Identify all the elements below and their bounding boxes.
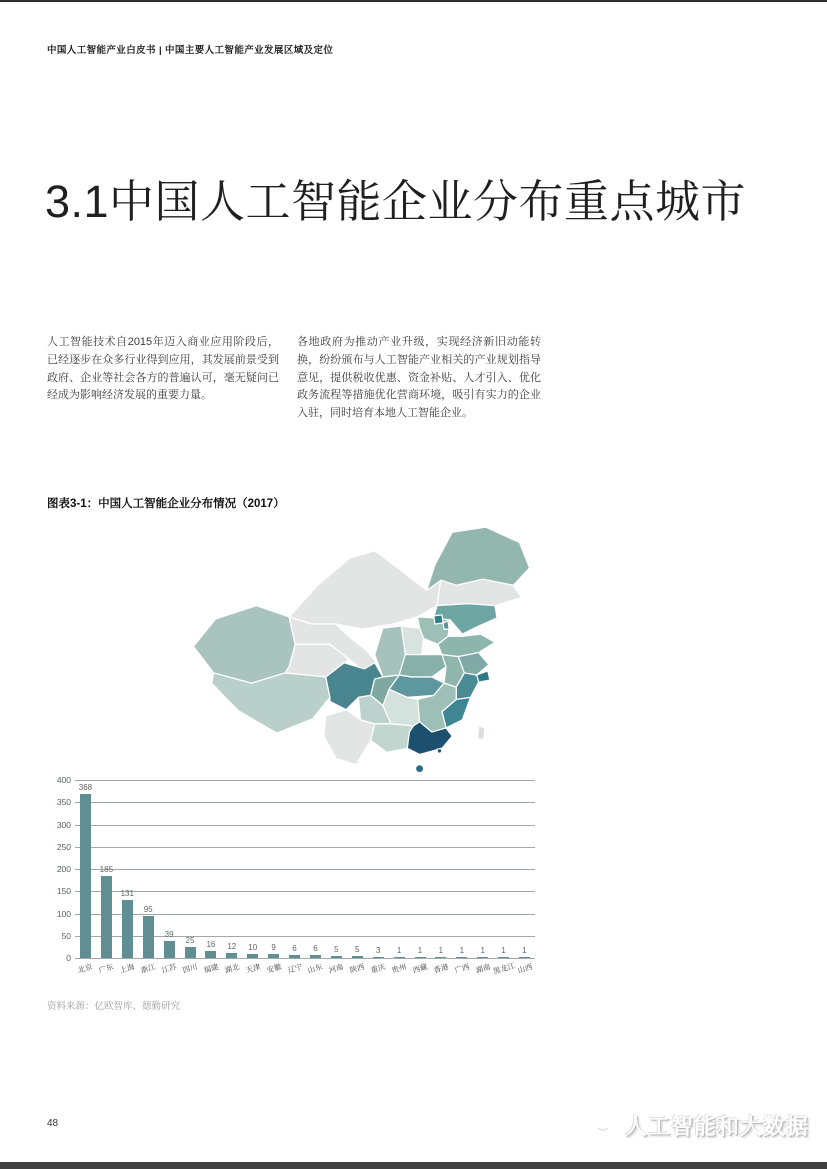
gridline-350 [75,802,535,803]
x-axis-label: 浙江 [139,962,157,975]
bar-浙江 [143,916,154,958]
bar-value-label: 1 [501,946,506,955]
bar-辽宁 [289,955,300,958]
source-note: 资料来源：亿欧智库、德勤研究 [47,1001,181,1012]
watermark-text: 人工智能和大数据 [624,1114,809,1139]
bar-value-label: 1 [522,946,527,955]
x-axis-label: 黑龙江 [491,961,516,976]
x-axis-label: 广西 [453,962,471,975]
bar-value-label: 1 [438,946,444,955]
gridline-400 [75,780,535,781]
bar-陕西 [352,956,363,958]
y-axis-tick: 300 [56,819,71,830]
y-axis-tick: 0 [66,953,71,963]
figure-caption: 图表3-1：中国人工智能企业分布情况（2017） [47,498,285,510]
bar-value-label: 1 [480,946,485,955]
gridline-250 [75,847,535,848]
x-axis-label: 河南 [327,962,345,975]
x-axis-label: 辽宁 [286,962,303,975]
province-hongkong [437,748,442,753]
bar-value-label: 185 [99,864,114,874]
bar-湖南 [477,957,488,958]
x-axis-label: 重庆 [369,962,387,975]
body-paragraph-left: 人工智能技术自2015年迈入商业应用阶段后，已经逐步在众多行业得到应用，其发展前景受到政府、企业等社会各方的普遍认可，毫无疑问已经成为影响经济发展的重要力量。 [47,336,279,402]
bar-value-label: 95 [143,904,153,914]
bar-广西 [456,957,467,958]
bar-value-label: 1 [417,946,423,955]
watermark-logo-icon [589,1112,617,1140]
bar-黑龙江 [498,957,509,958]
bar-value-label: 5 [355,944,360,954]
bar-重庆 [373,957,384,958]
x-axis-label: 安徽 [265,962,283,975]
bar-value-label: 10 [248,942,258,952]
bar-广东 [101,876,112,958]
bar-value-label: 1 [459,946,465,955]
y-axis-tick: 50 [61,930,71,941]
x-axis-label: 福建 [202,962,220,975]
gridline-200 [75,869,535,870]
province-xinjiang [193,606,295,683]
bar-北京 [80,794,91,958]
x-axis-label: 山东 [307,962,324,975]
x-axis-label: 陕西 [348,962,366,975]
body-paragraph-right: 各地政府为推动产业升级，实现经济新旧动能转换，纷纷颁布与人工智能产业相关的产业规划指导意见，提供税收优惠、资金补贴、人才引入、优化政务流程等措施优化营商环境，吸引有实力的企业入驻，同时培育本地人工智能企业。 [297,336,541,420]
x-axis-label: 江苏 [160,962,178,975]
bottom-rule [0,1162,827,1169]
china-map-svg [175,520,550,780]
bar-value-label: 131 [120,888,134,898]
page-number: 48 [47,1118,59,1129]
bar-value-label: 6 [292,944,297,954]
bar-value-label: 368 [78,783,93,793]
y-axis-tick: 100 [56,908,71,919]
x-axis-label: 湖北 [223,962,241,975]
y-axis-tick: 150 [56,886,71,897]
bar-value-label: 1 [396,946,402,955]
province-beijing [434,615,443,624]
bar-山西 [519,957,530,958]
bar-value-label: 25 [185,935,195,945]
province-tibet [212,673,330,733]
y-axis-tick: 350 [56,797,71,808]
bar-上海 [122,900,133,958]
x-axis-label: 天津 [244,962,262,975]
x-axis-label: 北京 [77,962,94,975]
bar-香港 [435,957,446,958]
x-axis-label: 上海 [118,962,136,975]
province-tianjin [443,621,449,629]
province-shandong [438,634,495,656]
china-choropleth-map [175,520,550,780]
bar-福建 [205,951,216,958]
bar-value-label: 3 [375,945,381,955]
bar-安徽 [268,954,279,958]
bar-天津 [247,954,258,958]
bar-value-label: 39 [164,929,174,939]
bar-chart [45,772,550,984]
bar-value-label: 5 [334,944,339,954]
x-axis-label: 贵州 [390,962,408,975]
bar-value-label: 16 [206,939,216,949]
y-axis-tick: 250 [56,841,71,852]
running-header: 中国人工智能产业白皮书 | 中国主要人工智能产业发展区域及定位 [47,45,334,56]
province-henan [399,655,446,677]
province-taiwan [478,726,485,740]
bar-value-label: 6 [313,944,318,954]
x-axis-label: 广东 [97,962,115,975]
bar-湖北 [226,953,237,958]
bar-江苏 [164,941,175,958]
bar-四川 [185,947,196,958]
x-axis-label: 湖南 [474,962,492,975]
bar-贵州 [394,957,405,958]
gridline-300 [75,825,535,826]
watermark [589,1110,809,1141]
x-axis-label: 香港 [432,962,450,975]
gridline-150 [75,891,535,892]
y-axis-tick: 400 [56,775,71,785]
bar-河南 [331,956,342,958]
y-axis-tick: 200 [56,864,71,874]
bar-山东 [310,955,321,958]
bar-西藏 [415,957,426,958]
x-axis-label: 西藏 [411,962,429,975]
x-axis-label: 四川 [181,962,199,975]
bar-value-label: 12 [227,941,237,951]
top-rule [0,0,827,2]
section-title: 3.1中国人工智能企业分布重点城市 [45,176,747,227]
x-axis-label: 山西 [516,962,533,975]
bar-value-label: 9 [271,942,276,952]
